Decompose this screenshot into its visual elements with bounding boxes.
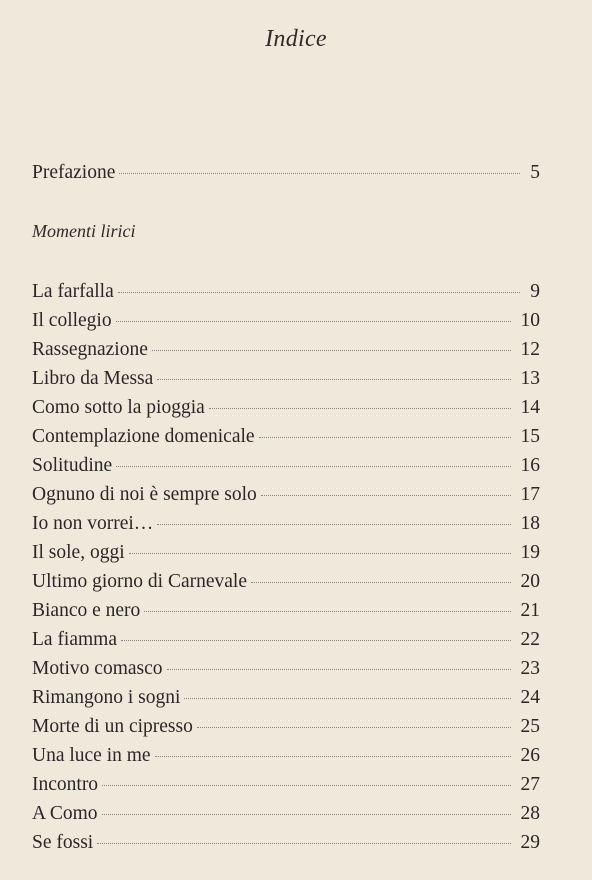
toc-entry-label: Il collegio: [32, 310, 112, 331]
toc-entry: [32, 830, 540, 856]
toc-entry-label: Solitudine: [32, 455, 113, 476]
toc-entry-label: A Como: [32, 803, 98, 824]
toc-entry-page: 24: [520, 687, 540, 708]
toc-entry-page: 23: [520, 658, 540, 679]
toc-entry-preface: [32, 160, 540, 186]
toc-entry-label: Rassegnazione: [32, 339, 148, 360]
toc-entry-page: 15: [520, 426, 540, 447]
toc-entry-page: 10: [520, 310, 540, 331]
toc-entry-label: Como sotto la pioggia: [32, 397, 205, 418]
toc-entry: [32, 482, 540, 508]
toc-entry: [32, 569, 540, 595]
toc-entry-label: Motivo comasco: [32, 658, 163, 679]
toc-entry-page: 12: [520, 339, 540, 360]
toc-entry-page: 9: [530, 281, 540, 302]
dot-leader: [184, 698, 510, 699]
toc-entry-label: Bianco e nero: [32, 600, 141, 621]
toc-entry-page: 14: [520, 397, 540, 418]
toc-entry-label: Il sole, oggi: [32, 542, 125, 563]
dot-leader: [152, 350, 511, 351]
toc-entry-page: 25: [520, 716, 540, 737]
toc-entry-label: Una luce in me: [32, 745, 151, 766]
toc-entry-label: Ognuno di noi è sempre solo: [32, 484, 257, 505]
toc-entry: [32, 337, 540, 363]
toc-entry-page: 26: [520, 745, 540, 766]
toc-entry-label: Morte di un cipresso: [32, 716, 193, 737]
toc-entry-page: 16: [520, 455, 540, 476]
dot-leader: [259, 437, 511, 438]
toc-entry: [32, 685, 540, 711]
toc-entry: [32, 511, 540, 537]
toc-entry: [32, 395, 540, 421]
dot-leader: [102, 814, 511, 815]
dot-leader: [97, 843, 510, 844]
toc-entry-page: 5: [530, 162, 540, 183]
dot-leader: [251, 582, 511, 583]
dot-leader: [116, 321, 511, 322]
toc-entry-label: La fiamma: [32, 629, 117, 650]
toc-entry-label: Rimangono i sogni: [32, 687, 181, 708]
dot-leader: [116, 466, 510, 467]
dot-leader: [144, 611, 510, 612]
toc-entry: [32, 743, 540, 769]
dot-leader: [261, 495, 511, 496]
toc-entry: [32, 656, 540, 682]
toc-entry-page: 29: [520, 832, 540, 853]
toc-entry: [32, 366, 540, 392]
section-heading: Momenti lirici: [32, 221, 136, 241]
toc-entry-label: Prefazione: [32, 162, 116, 183]
toc-entry-page: 27: [520, 774, 540, 795]
page-title: Indice: [265, 26, 327, 52]
toc-entry-page: 21: [520, 600, 540, 621]
toc-entry: [32, 540, 540, 566]
toc-entry: [32, 598, 540, 624]
toc-entry: [32, 627, 540, 653]
toc-entry-page: 22: [520, 629, 540, 650]
toc-entry-label: Incontro: [32, 774, 99, 795]
toc-entry-page: 28: [520, 803, 540, 824]
dot-leader: [157, 379, 510, 380]
dot-leader: [118, 292, 521, 293]
toc-entry-page: 19: [520, 542, 540, 563]
toc-entry-page: 18: [520, 513, 540, 534]
toc-entry-page: 20: [520, 571, 540, 592]
dot-leader: [121, 640, 511, 641]
toc-entry: [32, 714, 540, 740]
dot-leader: [209, 408, 511, 409]
toc-entry-label: Contemplazione domenicale: [32, 426, 255, 447]
dot-leader: [167, 669, 511, 670]
toc-entry-label: La farfalla: [32, 281, 114, 302]
toc-entry-page: 17: [520, 484, 540, 505]
dot-leader: [102, 785, 510, 786]
toc-entry-label: Ultimo giorno di Carnevale: [32, 571, 247, 592]
toc-entry: [32, 453, 540, 479]
dot-leader: [129, 553, 511, 554]
toc-entry: [32, 424, 540, 450]
dot-leader: [119, 173, 520, 174]
dot-leader: [157, 524, 510, 525]
toc-entry-label: Se fossi: [32, 832, 94, 853]
toc-entry: [32, 801, 540, 827]
toc-entry: [32, 772, 540, 798]
dot-leader: [155, 756, 511, 757]
toc-entry: [32, 279, 540, 305]
dot-leader: [197, 727, 511, 728]
toc-entry-page: 13: [520, 368, 540, 389]
toc-entry: [32, 308, 540, 334]
toc-entry-label: Io non vorrei…: [32, 513, 154, 534]
toc-entry-label: Libro da Messa: [32, 368, 154, 389]
